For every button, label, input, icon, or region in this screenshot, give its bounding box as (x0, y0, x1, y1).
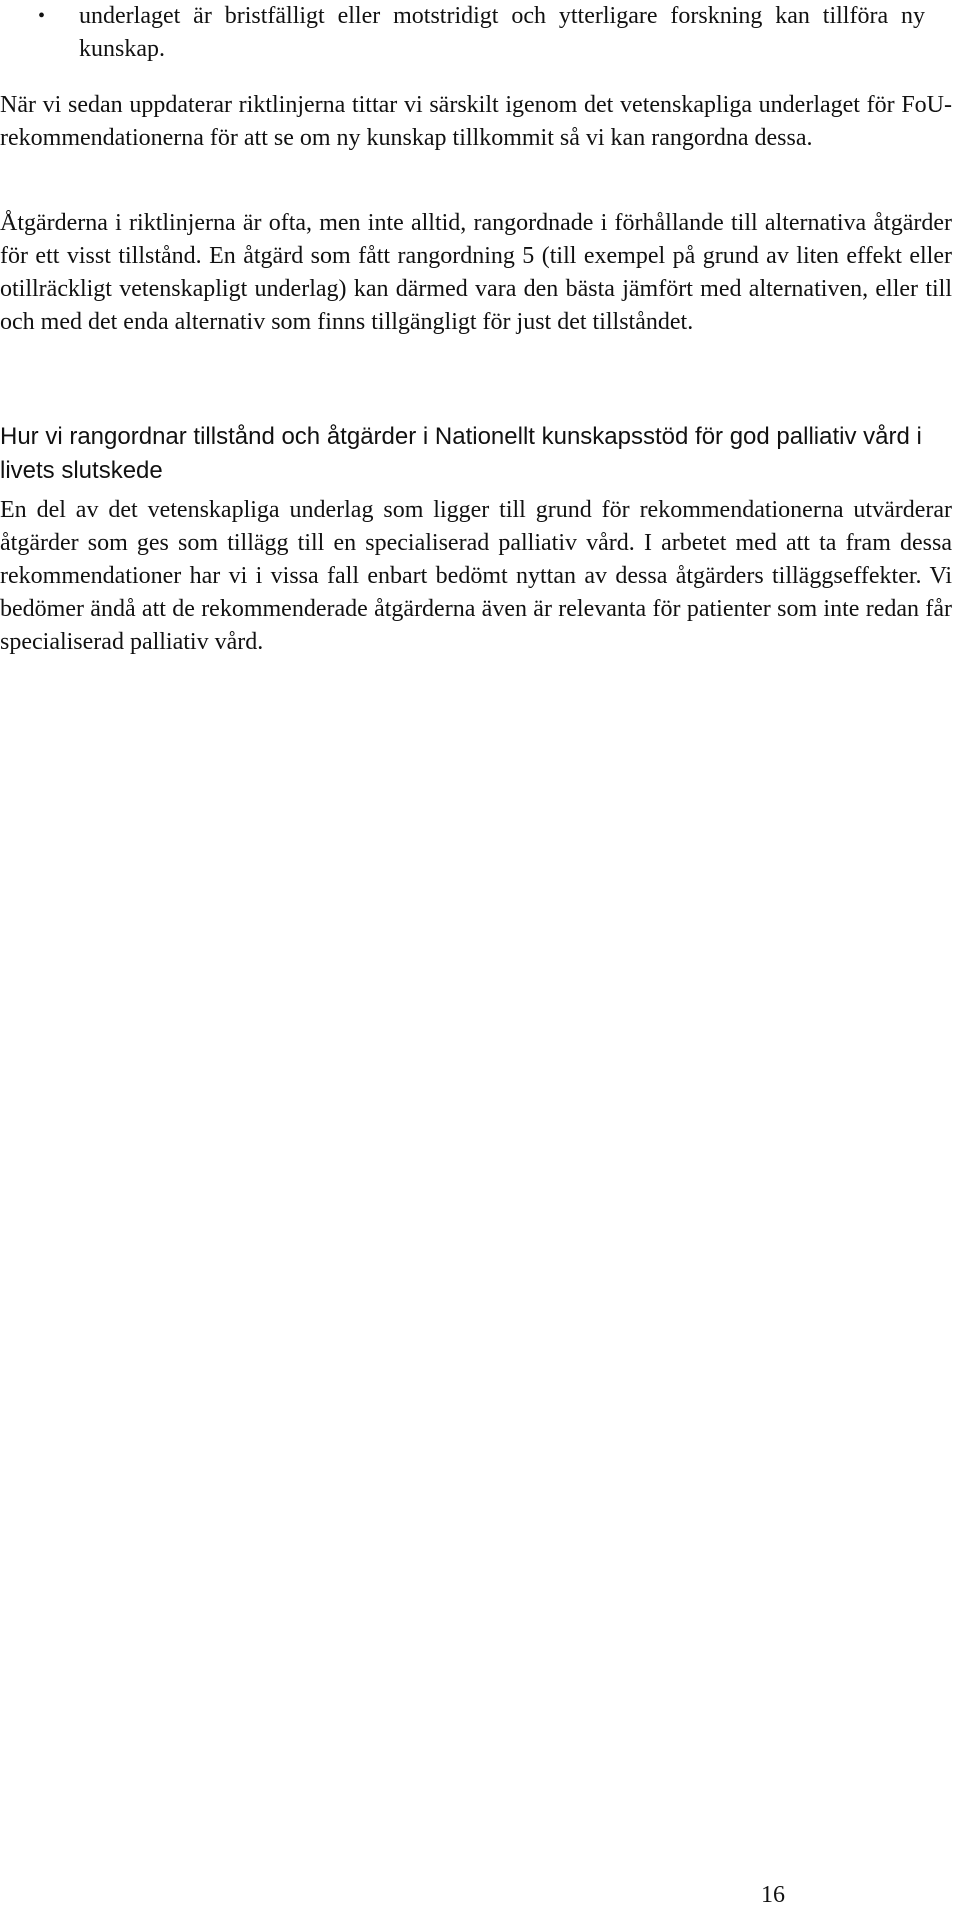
section-heading: Hur vi rangordnar tillstånd och åtgärder i Nationellt kunskapsstöd för god palliativ vård i livets slutskede (0, 423, 922, 484)
bullet-marker: • (38, 5, 46, 27)
paragraph-update-guidelines: När vi sedan uppdaterar riktlinjerna tittar vi särskilt igenom det vetenskapliga underlaget för FoU-rekommendationerna för att se om ny kunskap tillkommit så vi kan rangordna dessa. (0, 92, 952, 151)
bullet-text: underlaget är bristfälligt eller motstridigt och ytterligare forskning kan tillföra ny kunskap. (79, 3, 925, 62)
paragraph-ranking-measures: Åtgärderna i riktlinjerna är ofta, men inte alltid, rangordnade i förhållande till alternativa åtgärder för ett visst tillstånd. En åtgärd som fått rangordning 5 (till exempel på grund av liten effekt eller otillräckligt vetenskapligt underlag) kan därmed vara den bästa jämfört med alternativen, eller till och med det enda alternativ som finns tillgängligt för just det tillståndet. (0, 210, 952, 335)
paragraph-scientific-basis: En del av det vetenskapliga underlag som ligger till grund för rekommendationerna utvärderar åtgärder som ges som tillägg till en specialiserad palliativ vård. I arbetet med att ta fram dessa rekommendationer har vi i vissa fall enbart bedömt nyttan av dessa åtgärders tilläggseffekter. Vi bedömer ändå att de rekommenderade åtgärderna även är relevanta för patienter som inte redan får specialiserad palliativ vård. (0, 497, 952, 655)
bullet-list-item (38, 0, 938, 66)
page-number: 16 (761, 1882, 785, 1908)
